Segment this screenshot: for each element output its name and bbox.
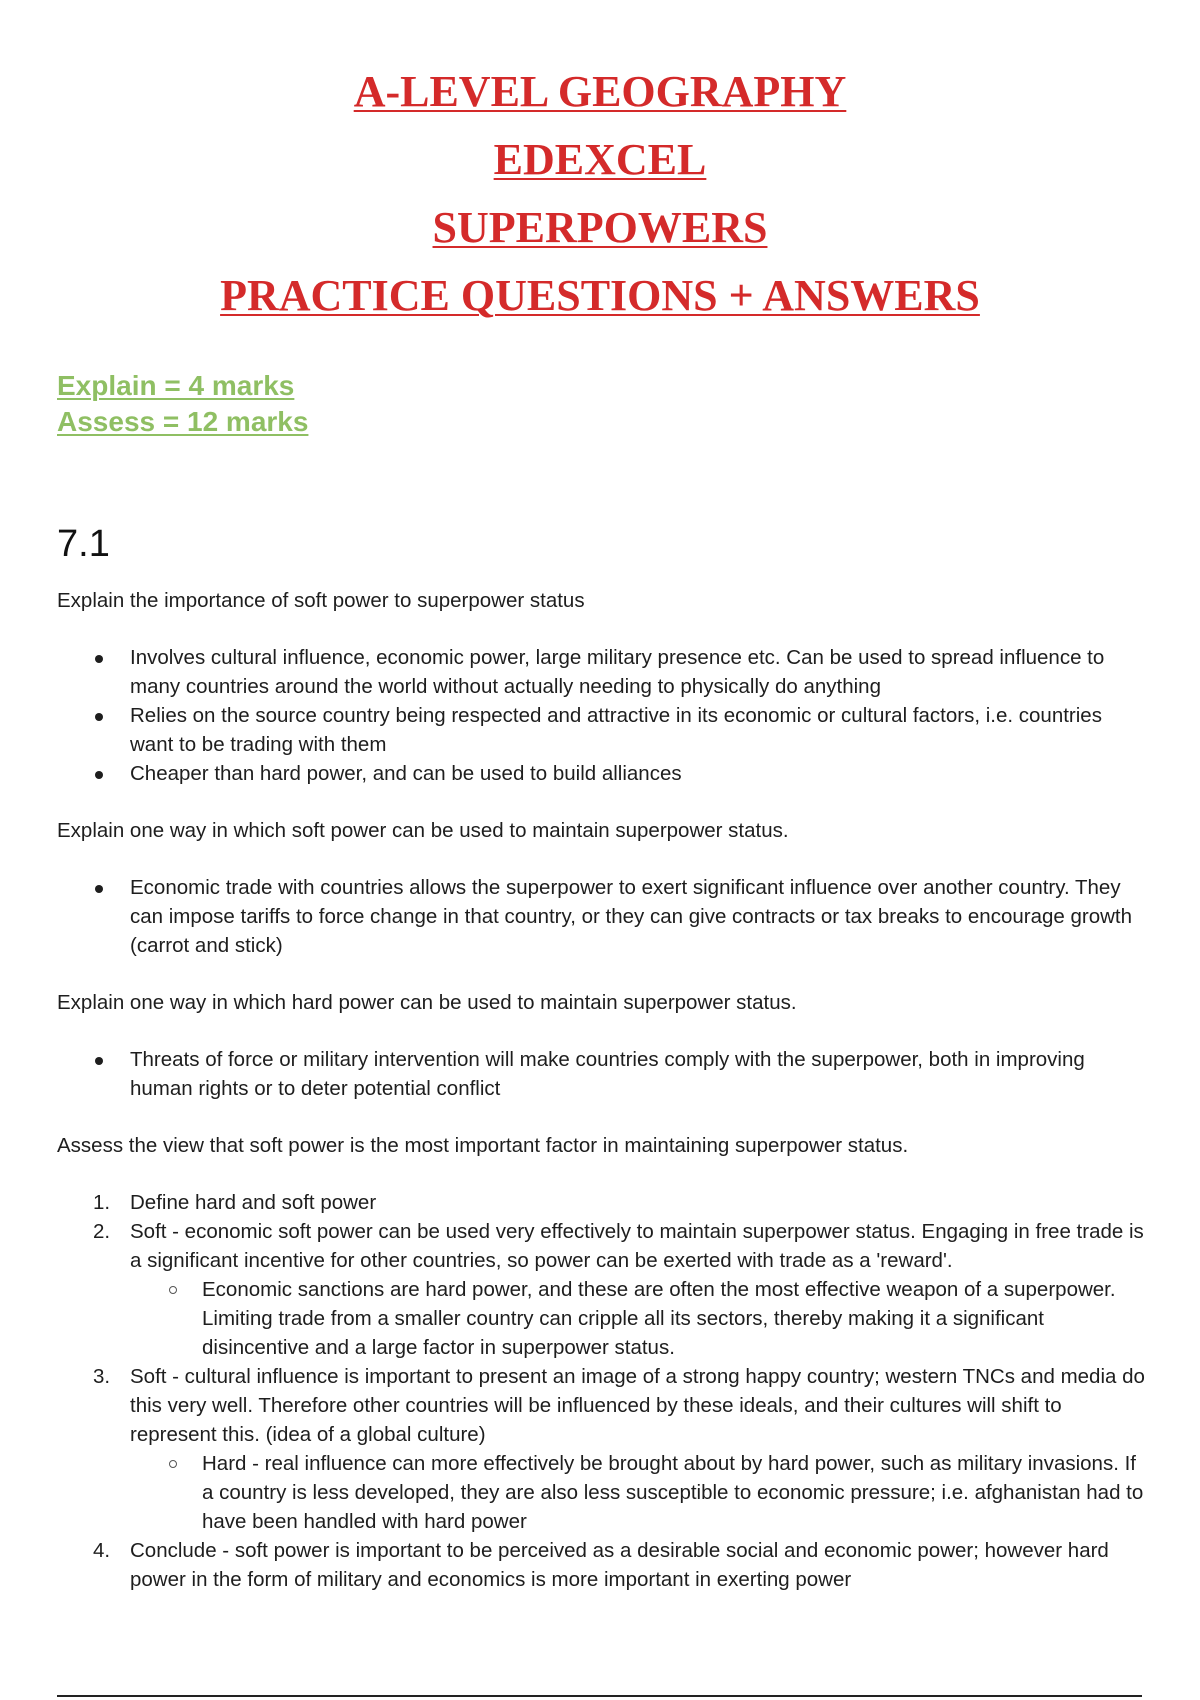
- footer-divider: [57, 1695, 1142, 1697]
- question-3: Explain one way in which hard power can be used to maintain superpower status.: [57, 991, 797, 1014]
- title-line-4: PRACTICE QUESTIONS + ANSWERS: [220, 271, 980, 320]
- question-1: Explain the importance of soft power to superpower status: [57, 589, 585, 612]
- question-4: Assess the view that soft power is the most important factor in maintaining superpower status.: [57, 1134, 909, 1157]
- list-item: 2. Soft - economic soft power can be used very effectively to maintain superpower status. Engaging in free trade is a significant incentive for other countries, so power can be exerted with trade as a 'reward'.: [57, 1217, 1147, 1275]
- list-item: 4. Conclude - soft power is important to be perceived as a desirable social and economic power; however hard power in the form of military and economics is more important in exerting power: [57, 1536, 1147, 1594]
- answer-list-4: [57, 1188, 1147, 1594]
- question-2: Explain one way in which soft power can be used to maintain superpower status.: [57, 819, 789, 842]
- hollow-bullet-icon: [169, 1460, 177, 1468]
- bullet-icon: [95, 1057, 103, 1065]
- item-number: 1.: [93, 1191, 111, 1214]
- sub-list-item: Economic sanctions are hard power, and these are often the most effective weapon of a superpower. Limiting trade from a smaller country can cripple all its sectors, thereby making it a significant disincentive and a large factor in superpower status.: [57, 1275, 1147, 1362]
- list-item: Threats of force or military intervention will make countries comply with the superpower, both in improving human rights or to deter potential conflict: [57, 1045, 1147, 1103]
- questions-content: [57, 586, 1147, 1594]
- assess-marks: Assess = 12 marks: [57, 406, 309, 437]
- item-number: 3.: [93, 1365, 111, 1388]
- list-item: Cheaper than hard power, and can be used to build alliances: [57, 759, 1147, 788]
- document-title: [0, 58, 1200, 330]
- marks-key: [57, 368, 308, 440]
- item-number: 4.: [93, 1539, 111, 1562]
- list-item: Economic trade with countries allows the superpower to exert significant influence over another country. They can impose tariffs to force change in that country, or they can give contracts or tax breaks to encourage growth (carrot and stick): [57, 873, 1147, 960]
- section-heading: 7.1: [57, 523, 110, 565]
- bullet-icon: [95, 771, 103, 779]
- bullet-icon: [95, 655, 103, 663]
- hollow-bullet-icon: [169, 1286, 177, 1294]
- title-line-1: A-LEVEL GEOGRAPHY: [353, 67, 847, 116]
- sub-list-item: Hard - real influence can more effectively be brought about by hard power, such as military invasions. If a country is less developed, they are also less susceptible to economic pressure; i.e. afghanistan had to have been handled with hard power: [57, 1449, 1147, 1536]
- answer-list-1: [57, 643, 1147, 788]
- title-line-3: SUPERPOWERS: [432, 203, 768, 252]
- title-line-2: EDEXCEL: [493, 135, 707, 184]
- list-item: Involves cultural influence, economic power, large military presence etc. Can be used to spread influence to many countries around the world without actually needing to physically do anything: [57, 643, 1147, 701]
- bullet-icon: [95, 885, 103, 893]
- item-number: 2.: [93, 1220, 111, 1243]
- list-item: 3. Soft - cultural influence is important to present an image of a strong happy country; western TNCs and media do this very well. Therefore other countries will be influenced by these ideals, and their cultures will shift to represent this. (idea of a global culture): [57, 1362, 1147, 1449]
- list-item: Relies on the source country being respected and attractive in its economic or cultural factors, i.e. countries want to be trading with them: [57, 701, 1147, 759]
- list-item: 1. Define hard and soft power: [57, 1188, 1147, 1217]
- bullet-icon: [95, 713, 103, 721]
- explain-marks: Explain = 4 marks: [57, 370, 295, 401]
- answer-list-2: [57, 873, 1147, 960]
- answer-list-3: [57, 1045, 1147, 1103]
